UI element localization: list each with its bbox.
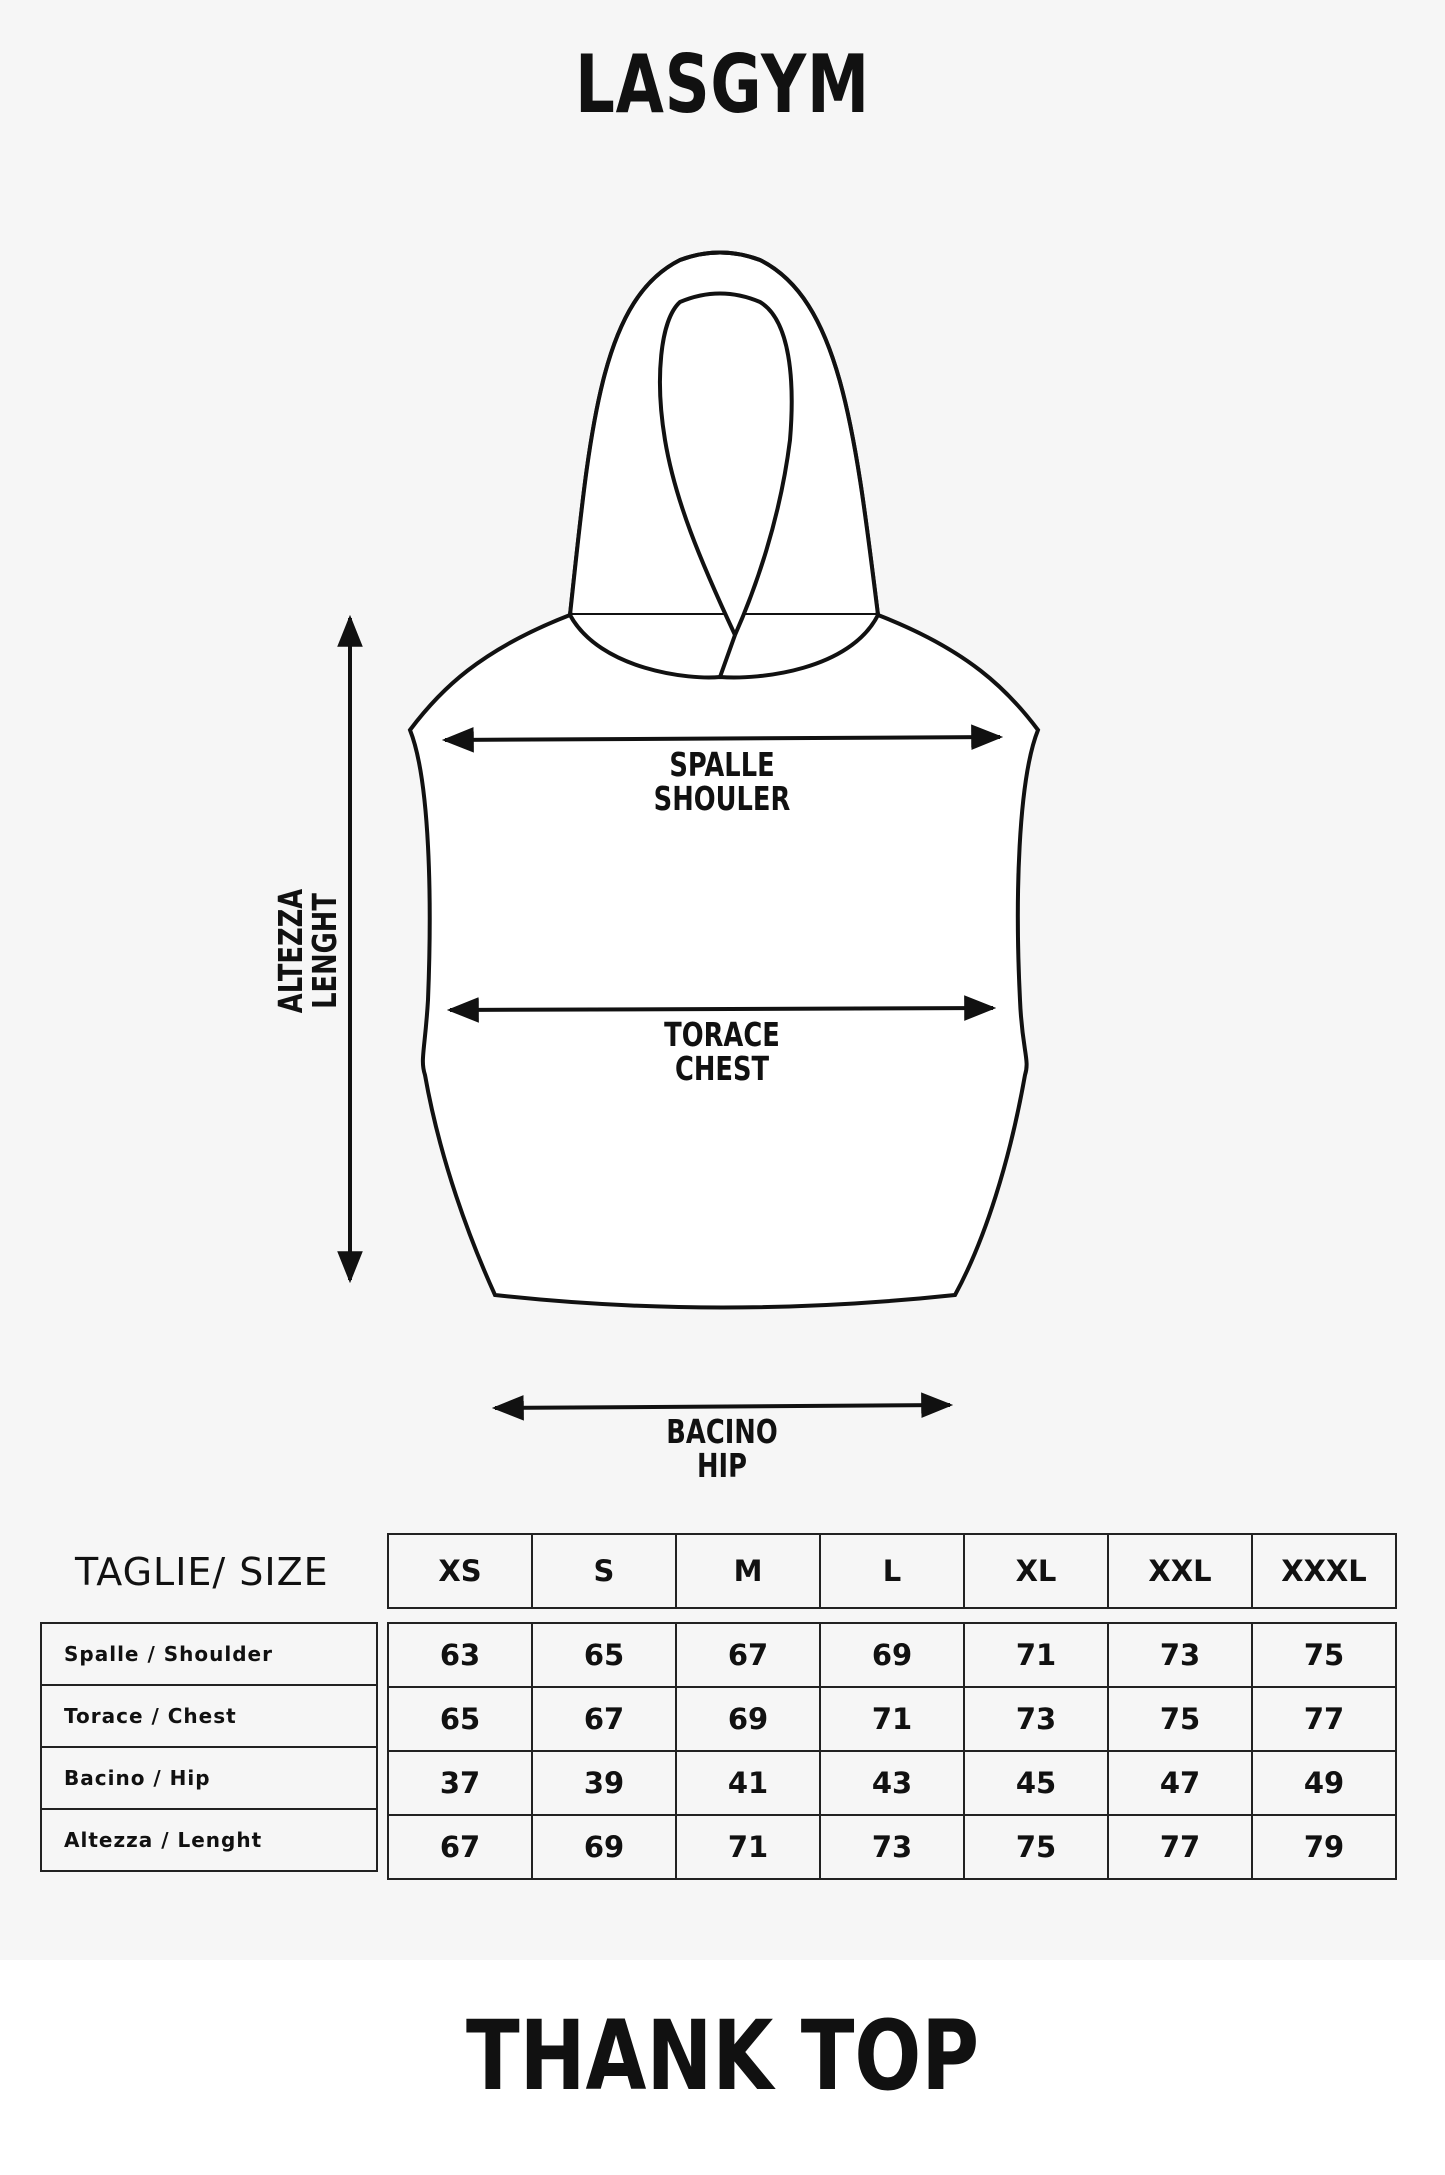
length-label-it: ALTEZZA	[271, 888, 310, 1014]
value-cell: 75	[1108, 1687, 1252, 1751]
chest-arrow	[450, 1008, 993, 1010]
hip-label	[605, 1412, 839, 1485]
value-cell: 73	[820, 1815, 964, 1879]
size-xs: XS	[388, 1534, 532, 1608]
size-xxl: XXL	[1108, 1534, 1252, 1608]
table-row	[388, 1815, 1396, 1879]
table-row	[388, 1623, 1396, 1687]
value-cell: 49	[1252, 1751, 1396, 1815]
value-cell: 65	[388, 1687, 532, 1751]
value-cell: 69	[676, 1687, 820, 1751]
value-cell: 77	[1108, 1815, 1252, 1879]
table-row	[388, 1751, 1396, 1815]
row-label-chest: Torace / Chest	[41, 1685, 377, 1747]
size-m: M	[676, 1534, 820, 1608]
value-cell: 69	[820, 1623, 964, 1687]
value-cell: 41	[676, 1751, 820, 1815]
hip-label-it: BACINO	[666, 1412, 778, 1451]
chest-label-it: TORACE	[664, 1015, 780, 1054]
chest-label	[605, 1015, 839, 1088]
value-cell: 67	[532, 1687, 676, 1751]
size-xxxl: XXXL	[1252, 1534, 1396, 1608]
measurement-value-table	[387, 1622, 1397, 1880]
brand-logo: LASGYM	[575, 38, 870, 131]
length-label	[271, 865, 344, 1037]
row-label-shoulder: Spalle / Shoulder	[41, 1623, 377, 1685]
value-cell: 75	[1252, 1623, 1396, 1687]
size-s: S	[532, 1534, 676, 1608]
hip-arrow	[495, 1405, 950, 1408]
row-label-hip: Bacino / Hip	[41, 1747, 377, 1809]
size-table-title: TAGLIE/ SIZE	[75, 1550, 329, 1594]
value-cell: 79	[1252, 1815, 1396, 1879]
row-label-length: Altezza / Lenght	[41, 1809, 377, 1871]
table-row	[41, 1747, 377, 1809]
size-l: L	[820, 1534, 964, 1608]
shoulder-label-it: SPALLE	[669, 745, 775, 784]
shoulder-label	[605, 745, 839, 818]
size-header-table	[387, 1533, 1397, 1609]
value-cell: 63	[388, 1623, 532, 1687]
hip-label-en: HIP	[697, 1446, 747, 1485]
table-row	[41, 1685, 377, 1747]
product-name: THANK TOP	[465, 2000, 980, 2112]
value-cell: 43	[820, 1751, 964, 1815]
value-cell: 71	[964, 1623, 1108, 1687]
measurement-label-table	[40, 1622, 378, 1872]
table-row	[41, 1809, 377, 1871]
table-row	[41, 1623, 377, 1685]
body-outline	[410, 615, 1038, 1308]
value-cell: 47	[1108, 1751, 1252, 1815]
value-cell: 77	[1252, 1687, 1396, 1751]
value-cell: 73	[1108, 1623, 1252, 1687]
shoulder-label-en: SHOULER	[653, 779, 791, 818]
value-cell: 65	[532, 1623, 676, 1687]
value-cell: 73	[964, 1687, 1108, 1751]
value-cell: 45	[964, 1751, 1108, 1815]
table-row	[388, 1687, 1396, 1751]
value-cell: 75	[964, 1815, 1108, 1879]
value-cell: 69	[532, 1815, 676, 1879]
value-cell: 37	[388, 1751, 532, 1815]
size-xl: XL	[964, 1534, 1108, 1608]
length-label-en: LENGHT	[305, 893, 344, 1009]
value-cell: 67	[676, 1623, 820, 1687]
value-cell: 39	[532, 1751, 676, 1815]
value-cell: 71	[676, 1815, 820, 1879]
chest-label-en: CHEST	[674, 1049, 770, 1088]
value-cell: 67	[388, 1815, 532, 1879]
value-cell: 71	[820, 1687, 964, 1751]
size-header-row	[388, 1534, 1396, 1608]
